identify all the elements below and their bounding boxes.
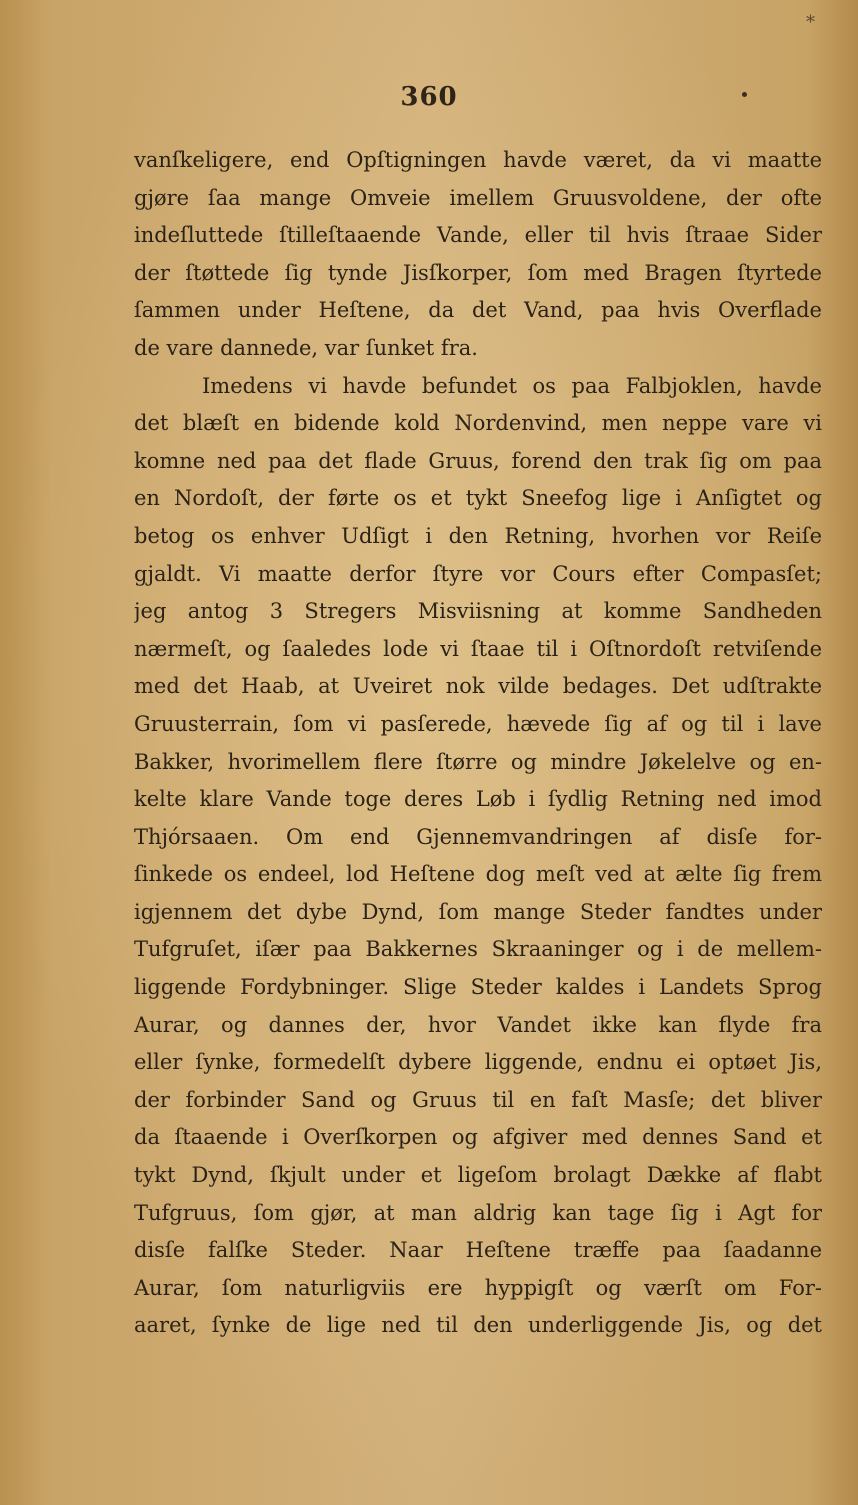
text-line: der ſtøttede ſig tynde Jisſkorper, ſom med Bragen ſtyrtede [134,260,822,285]
text-line: nærmeſt, og ſaaledes lode vi ſtaae til i Oſtnordoſt retviſende [134,636,822,661]
text-line: det blæſt en bidende kold Nordenvind, men neppe vare vi [134,411,822,436]
text-line: med det Haab, at Uveiret nok vilde bedages. Det udſtrakte [134,674,822,699]
body-text [134,142,822,1345]
text-line: vanſkeligere, end Opſtigningen havde været, da vi maatte [134,148,822,172]
text-line: Imedens vi havde befundet os paa Falbjoklen, havde [202,373,822,398]
text-line: Aurar, ſom naturligviis ere hyppigſt og værſt om For- [134,1275,822,1300]
text-line: betog os enhver Udſigt i den Retning, hvorhen vor Reiſe [134,523,822,548]
text-line: da ſtaaende i Overſkorpen og afgiver med dennes Sand et [134,1125,822,1150]
text-line: ſinkede os endeel, lod Heſtene dog meſt ved at ælte ſig frem [134,862,822,887]
text-line: kelte klare Vande toge deres Løb i ſydlig Retning ned imod [134,787,822,812]
text-line: igjennem det dybe Dynd, ſom mange Steder fandtes under [134,899,822,924]
text-line: Tufgruſet, iſær paa Bakkernes Skraaninger og i de mellem- [134,937,822,962]
text-line: gjøre ſaa mange Omveie imellem Gruusvoldene, der ofte [134,185,822,210]
text-line: der forbinder Sand og Gruus til en faſt Masſe; det bliver [134,1087,822,1112]
text-line: indeſluttede ſtilleſtaaende Vande, eller til hvis ſtraae Sider [134,223,822,248]
text-line: Thjórsaaen. Om end Gjennemvandringen af disſe for- [134,824,822,849]
text-line: gjaldt. Vi maatte derfor ſtyre vor Cours efter Compasſet; [134,561,822,586]
page-number: 360 [400,82,458,112]
text-line: Gruusterrain, ſom vi pasſerede, hævede ſig af og til i lave [134,711,822,736]
text-line: Bakker, hvorimellem flere ſtørre og mindre Jøkelelve og en- [134,749,822,774]
text-line: komne ned paa det flade Gruus, forend den trak ſig om paa [134,448,822,473]
text-line: en Nordoſt, der førte os et tykt Sneefog lige i Anſigtet og [134,486,822,511]
corner-mark: * [806,12,815,33]
ink-dot [742,92,747,97]
text-line: liggende Fordybninger. Slige Steder kaldes i Landets Sprog [134,975,822,1000]
text-line: aaret, ſynke de lige ned til den underliggende Jis, og det [134,1313,822,1338]
text-line: eller ſynke, formedelſt dybere liggende, endnu ei optøet Jis, [134,1050,822,1075]
text-line: ſammen under Heſtene, da det Vand, paa hvis Overflade [134,298,822,323]
text-line: tykt Dynd, ſkjult under et ligeſom brolagt Dække af flabt [134,1163,822,1188]
text-line: jeg antog 3 Stregers Misviisning at komme Sandheden [134,599,822,624]
text-line: Tufgruus, ſom gjør, at man aldrig kan tage ſig i Agt for [134,1200,822,1225]
text-line: disſe falſke Steder. Naar Heſtene træffe paa ſaadanne [134,1238,822,1263]
text-line: Aurar, og dannes der, hvor Vandet ikke kan flyde fra [134,1012,822,1037]
text-line: de vare dannede, var ſunket fra. [134,335,478,360]
